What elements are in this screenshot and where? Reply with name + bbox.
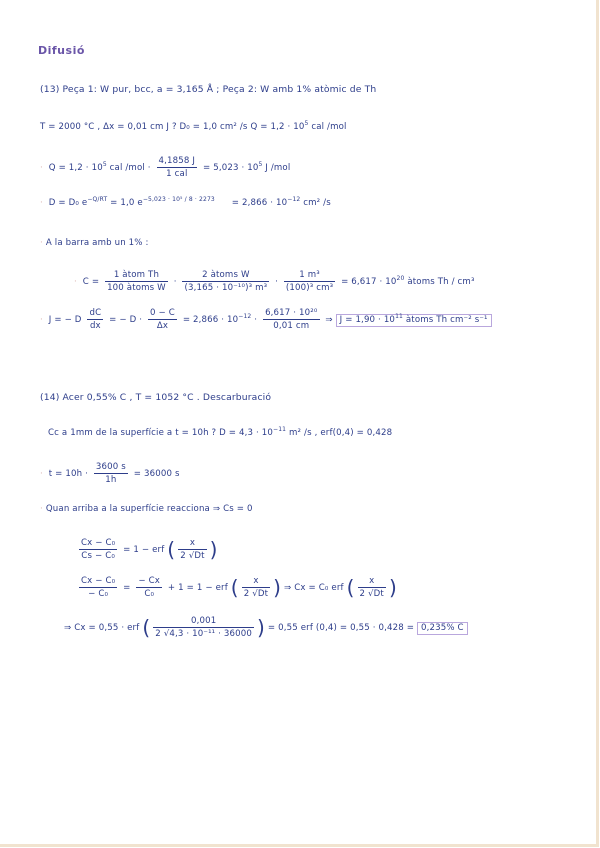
q-fraction [157,156,198,179]
t-fraction-den: 1h [105,475,117,485]
j-result-box [336,314,492,327]
problem-14-question [48,428,392,438]
t-conversion [40,462,180,485]
c-fraction-3-den: (100)³ cm³ [285,283,334,293]
question-exponent: −11 [273,426,287,433]
j-fraction-2-num: 0 − C [150,308,175,318]
c-fraction-3-num: 1 m³ [284,270,335,282]
bullet-dot: · [40,238,43,248]
bar-note [40,238,149,248]
d-calculation [40,198,331,208]
e2-fraction-num: Cx − C₀ [81,576,116,586]
d-mid: = 1,0 e [110,198,143,208]
e2-arg-2-num: x [358,576,386,588]
equation-2 [76,576,397,599]
c-pre: C = [82,277,100,287]
paren-close: ) [257,615,265,640]
e3-result-box: 0,235% C [417,622,468,635]
e2-fraction-den: − C₀ [88,589,109,599]
paren-close: ) [388,575,397,600]
question-text: Cc a 1mm de la superfície a t = 10h ? D = 4,3 · 10 [48,428,274,438]
d-pre: D = D₀ e [48,198,88,208]
e2-mid-1: = [123,583,131,593]
j-fraction-2 [148,308,177,331]
c-result-exponent: 20 [396,275,405,282]
c-fraction-2-num: 2 àtoms W [182,270,269,282]
q-exponent: 5 [102,161,107,168]
q-result: = 5,023 · 10 [202,163,259,173]
q-result-unit: J /mol [262,163,291,173]
j-fraction-1 [87,308,103,331]
t-pre: t = 10h · [48,469,89,479]
bullet-dot: · [40,504,43,514]
problem-13-data [40,122,347,132]
e1-mid: = 1 − erf [123,545,165,555]
c-result: = 6,617 · 10 [341,277,397,287]
q-result-exponent: 5 [258,161,263,168]
bullet-dot: · [40,198,43,208]
e2-fraction [79,576,117,599]
e2-arg [242,576,270,599]
paren-close: ) [209,537,218,562]
question-end: m² /s , erf(0,4) = 0,428 [286,428,393,438]
q-conversion [40,156,290,179]
data-text: T = 2000 °C , Δx = 0,01 cm J ? D₀ = 1,0 cm² /s Q = 1,2 · 10 [40,122,305,132]
e1-arg [178,538,206,561]
e1-arg-num: x [178,538,206,550]
j-fraction-1-num: dC [89,308,102,318]
q-pre: Q = 1,2 · 10 [48,163,103,173]
data-unit: cal /mol [308,122,347,132]
problem-14-heading: (14) Acer 0,55% C , T = 1052 °C . Descarburació [40,392,272,403]
paren-open: ( [230,575,239,600]
bullet-dot: · [74,277,77,287]
j-mid-1: = − D · [109,315,143,325]
equation-3 [64,616,468,639]
e2-fraction-2-den: C₀ [144,589,155,599]
e1-arg-den: 2 √Dt [180,551,205,561]
j-result-exponent: 11 [395,313,403,320]
j-fraction-3-den: 0,01 cm [273,321,310,331]
e2-mid-3: ⇒ Cx = C₀ erf [284,583,344,593]
j-arrow: ⇒ [325,315,333,325]
surface-note [40,504,253,514]
c-result-unit: àtoms Th / cm³ [404,277,475,287]
j-fraction-3 [263,308,319,331]
page-title: Difusió [38,44,85,57]
e3-pre: ⇒ Cx = 0,55 · erf [64,623,140,633]
bar-note-text: A la barra amb un 1% : [45,238,149,248]
bullet-dot: · [40,469,43,479]
e2-arg-den: 2 √Dt [243,589,269,599]
d-result-unit: cm² /s [300,198,331,208]
equation-1 [76,538,218,561]
e3-arg-den: 2 √4,3 · 10⁻¹¹ · 36000 [155,629,252,639]
paren-open: ( [142,615,151,640]
d-result: = 2,866 · 10 [231,198,288,208]
paren-close: ) [273,575,282,600]
bullet-dot: · [40,315,43,325]
j-fraction-1-den: dx [89,321,101,331]
surface-note-text: Quan arriba a la superfície reacciona ⇒ Cs = 0 [45,504,253,514]
problem-13-heading: (13) Peça 1: W pur, bcc, a = 3,165 Å ; Peça 2: W amb 1% atòmic de Th [40,84,377,95]
j-result: J = 1,90 · 10 [339,315,396,325]
e2-arg-2 [358,576,386,599]
j-fraction-3-num: 6,617 · 10²⁰ [265,308,318,318]
e1-fraction-den: Cs − C₀ [81,551,115,561]
e1-fraction-num: Cx − C₀ [81,538,116,548]
t-fraction-num: 3600 s [95,462,126,472]
c-fraction-1 [105,270,168,293]
q-fraction-den: 1 cal [166,169,188,179]
e2-arg-num: x [242,576,270,588]
j-pre: J = − D [48,315,82,325]
c-calculation: · C = $\frac{\text{1 àtom Th}}{\text{100 àtoms W}}$ · $\frac{\text{2 àtoms W}}{\text{(3,165 · 10⁻¹⁰)³ m³}}$ · $\frac{\text{1 m³}}{\text{(100)³ cm³}}$ = $6,617 \cdot 10^{20}$ àtoms Th / cm³ [74,270,475,293]
j-fraction-2-den: Δx [156,321,169,331]
paren-open: ( [167,537,176,562]
c-fraction-1-num: 1 àtom Th [105,270,168,282]
j-calculation: · J = − D $\frac{dC}{dx}$ = − D · $\frac{0 - C}{\Delta x}$ = $2,866 \cdot 10^{-12}$ · $\frac{\text{6,617 · 10²⁰}}{0,01 cm}$ ⇒ $J = 1,90 \cdot 10^{11}$ àtoms Th cm⁻² s⁻¹ [40,308,492,331]
e2-arg-2-den: 2 √Dt [359,589,384,599]
e2-fraction-2-num: − Cx [138,576,161,586]
c-fraction-2-den: (3,165 · 10⁻¹⁰)³ m³ [184,283,268,293]
paren-open: ( [346,575,355,600]
d-result-exponent: −12 [287,196,301,203]
d-exponent-1: −Q/RT [87,196,108,203]
d-exponent-2: −5,023 · 10⁵ / 8 · 2273 [142,196,215,203]
e2-mid-2: + 1 = 1 − erf [167,583,228,593]
q-mid: cal /mol · [106,163,151,173]
bullet-dot: · [40,163,43,173]
c-fraction-3 [284,270,335,293]
data-exponent: 5 [304,120,309,127]
e2-fraction-2 [136,576,162,599]
e3-arg [153,616,254,639]
t-result: = 36000 s [133,469,180,479]
e1-fraction [79,538,117,561]
c-fraction-1-den: 100 àtoms W [107,283,166,293]
c-fraction-2 [182,270,269,293]
j-mid-2-exponent: −12 [238,313,252,320]
j-result-unit: àtoms Th cm⁻² s⁻¹ [403,315,488,325]
j-mid-2: = 2,866 · 10 [182,315,239,325]
e3-result: = 0,55 erf (0,4) = 0,55 · 0,428 = [267,623,415,633]
q-fraction-num: 4,1858 J [158,156,196,166]
t-fraction [94,462,128,485]
e3-arg-num: 0,001 [153,616,254,628]
